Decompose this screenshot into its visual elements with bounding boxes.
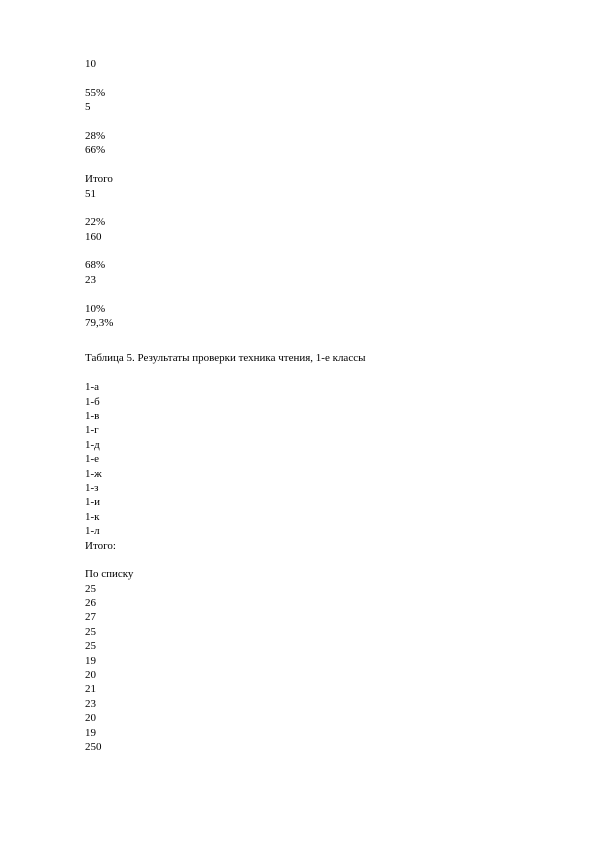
top-values-block: [85, 57, 575, 330]
by-list-value: 19: [85, 726, 96, 739]
class-label: 1-б: [85, 395, 100, 408]
by-list-value: 23: [85, 697, 96, 710]
by-list-value: 19: [85, 654, 96, 667]
class-total-label: Итого:: [85, 539, 116, 552]
value-text: 28%: [85, 129, 106, 142]
value-text: 23: [85, 273, 96, 286]
class-label: 1-к: [85, 510, 100, 523]
class-label: 1-з: [85, 481, 99, 494]
class-label: 1-е: [85, 453, 100, 466]
by-list-value: 25: [85, 582, 96, 595]
by-list-value: 20: [85, 712, 96, 725]
value-text: 66%: [85, 144, 106, 157]
class-list: [85, 380, 575, 553]
table-caption: Таблица 5. Результаты проверки техника чтения, 1-е классы: [85, 352, 366, 365]
column-header: По списку: [85, 568, 134, 581]
value-text: 22%: [85, 216, 106, 229]
class-label: 1-л: [85, 525, 100, 538]
value-text: 10%: [85, 302, 106, 315]
class-label: 1-ж: [85, 467, 102, 480]
value-text: 55%: [85, 86, 106, 99]
by-list-value: 25: [85, 625, 96, 638]
value-text: 79,3%: [85, 317, 114, 330]
class-label: 1-г: [85, 424, 99, 437]
value-text: 10: [85, 58, 96, 70]
document-page: [85, 57, 575, 754]
by-list-value: 25: [85, 640, 96, 653]
value-text: Итого: [85, 173, 113, 186]
class-label: 1-д: [85, 438, 100, 451]
value-text: 160: [85, 230, 102, 243]
class-label: 1-а: [85, 381, 100, 394]
by-list-column: [85, 567, 575, 754]
value-text: 51: [85, 187, 96, 200]
by-list-value: 27: [85, 611, 96, 624]
by-list-total: 250: [85, 740, 102, 753]
by-list-value: 20: [85, 669, 96, 682]
value-text: 68%: [85, 259, 106, 272]
by-list-value: 21: [85, 683, 96, 696]
by-list-value: 26: [85, 597, 96, 610]
value-text: 5: [85, 101, 91, 114]
class-label: 1-в: [85, 409, 100, 422]
class-label: 1-и: [85, 496, 101, 509]
